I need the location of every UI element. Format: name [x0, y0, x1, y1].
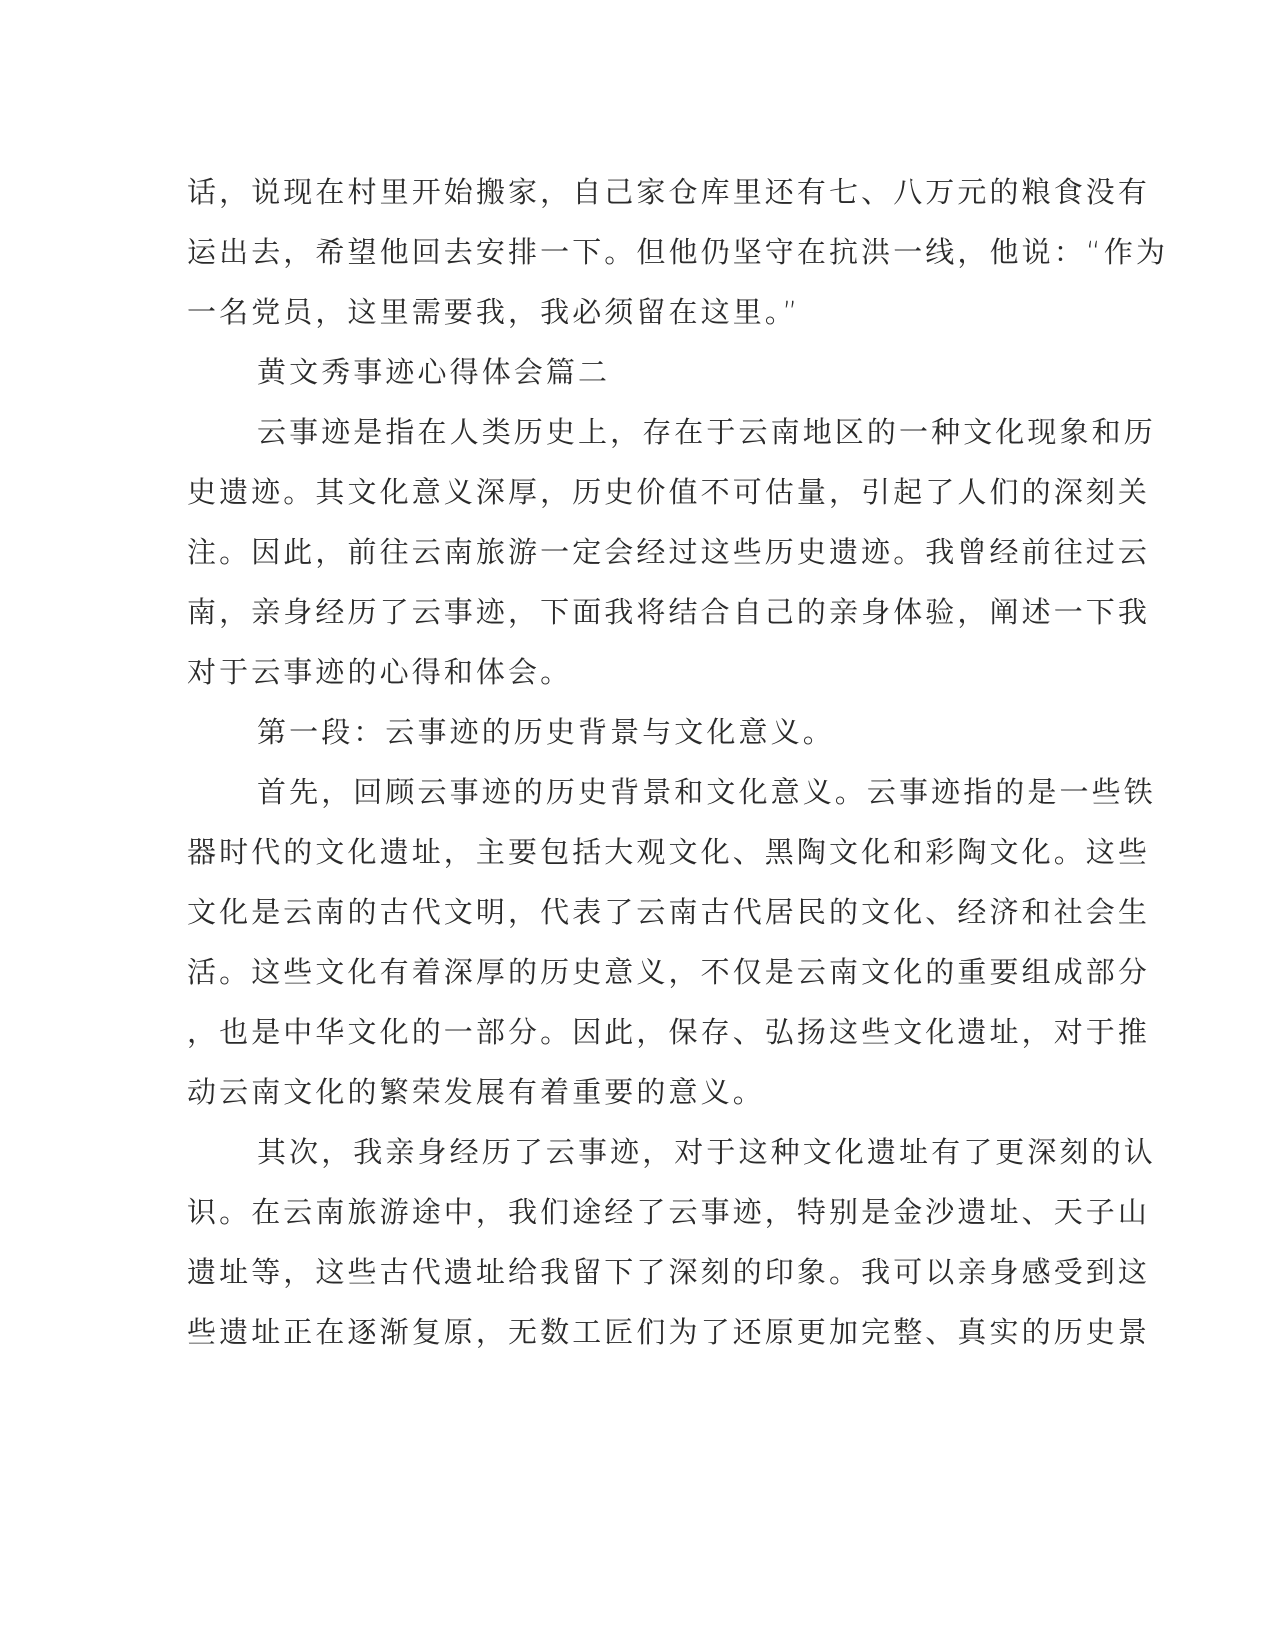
text-line: 首先，回顾云事迹的历史背景和文化意义。云事迹指的是一些铁	[257, 775, 1156, 809]
text-line: 注。因此，前往云南旅游一定会经过这些历史遗迹。我曾经前往过云	[187, 535, 1151, 569]
body-text	[187, 162, 1169, 1362]
section-heading: 黄文秀事迹心得体会篇二	[257, 355, 611, 389]
text-line: 识。在云南旅游途中，我们途经了云事迹，特别是金沙遗址、天子山	[187, 1195, 1151, 1229]
text-line: ，也是中华文化的一部分。因此，保存、弘扬这些文化遗址，对于推	[187, 1015, 1151, 1049]
text-line: 遗址等，这些古代遗址给我留下了深刻的印象。我可以亲身感受到这	[187, 1255, 1151, 1289]
text-line: 文化是云南的古代文明，代表了云南古代居民的文化、经济和社会生	[187, 895, 1151, 929]
text-line: 动云南文化的繁荣发展有着重要的意义。	[187, 1075, 765, 1109]
text-line: 些遗址正在逐渐复原，无数工匠们为了还原更加完整、真实的历史景	[187, 1315, 1151, 1349]
text-line: 运出去，希望他回去安排一下。但他仍坚守在抗洪一线，他说：“作为	[187, 235, 1169, 269]
text-line: 话，说现在村里开始搬家，自己家仓库里还有七、八万元的粮食没有	[187, 175, 1151, 209]
text-line: 其次，我亲身经历了云事迹，对于这种文化遗址有了更深刻的认	[257, 1135, 1156, 1169]
text-line: 一名党员，这里需要我，我必须留在这里。”	[187, 295, 801, 329]
text-line: 器时代的文化遗址，主要包括大观文化、黑陶文化和彩陶文化。这些	[187, 835, 1151, 869]
paragraph-heading: 第一段：云事迹的历史背景与文化意义。	[257, 715, 835, 749]
text-line: 活。这些文化有着深厚的历史意义，不仅是云南文化的重要组成部分	[187, 955, 1151, 989]
text-line: 对于云事迹的心得和体会。	[187, 655, 573, 689]
text-line: 云事迹是指在人类历史上，存在于云南地区的一种文化现象和历	[257, 415, 1156, 449]
text-line: 南，亲身经历了云事迹，下面我将结合自己的亲身体验，阐述一下我	[187, 595, 1151, 629]
text-line: 史遗迹。其文化意义深厚，历史价值不可估量，引起了人们的深刻关	[187, 475, 1151, 509]
